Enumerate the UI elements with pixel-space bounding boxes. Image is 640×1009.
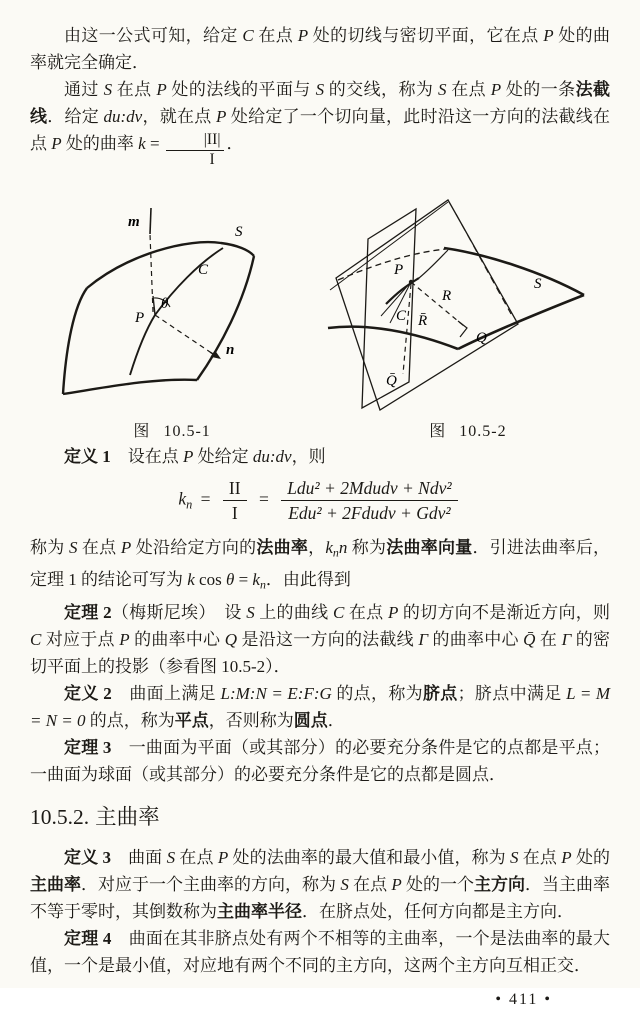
text-segment: P	[561, 847, 572, 867]
text-segment: ．由此得到	[265, 570, 351, 590]
figure1-caption-number: 10.5-1	[163, 423, 211, 441]
surface-back-edge-dashed	[338, 249, 446, 280]
text-segment: ．给定	[47, 107, 104, 126]
text-segment: P	[156, 80, 167, 99]
text-segment: 脐点	[422, 683, 458, 703]
text-segment: k	[325, 537, 333, 557]
text-segment: S	[340, 874, 349, 894]
surface-normal-diagram	[30, 192, 330, 414]
fig2-label-R: R	[441, 288, 451, 305]
text-segment: 在点	[175, 847, 218, 867]
text-segment: P	[387, 602, 399, 622]
fig1-label-n: n	[226, 342, 235, 359]
text-segment: Q	[224, 629, 238, 649]
text-segment: 处的切线与密切平面，它在点	[308, 26, 544, 45]
text-segment: du:dv	[252, 447, 292, 467]
text-segment: 设在点	[110, 447, 183, 467]
text-segment: ；脐点中满足	[457, 683, 567, 703]
text-segment: 处的曲率就完全确定．	[30, 26, 610, 72]
surface-top-bold-curve	[444, 248, 584, 295]
text-segment: S	[103, 80, 113, 99]
text-segment: P	[217, 847, 229, 867]
text-segment: 称为	[347, 537, 387, 557]
text-segment: 处的法曲率的最大值和最小值，称为	[228, 847, 510, 867]
fig2-label-P: P	[393, 262, 403, 279]
text-segment: 法截线	[30, 80, 611, 126]
theorem-4	[30, 925, 610, 979]
figure2-caption-prefix: 图	[429, 423, 446, 441]
figure2-caption	[326, 418, 610, 441]
text-segment: 定理 2	[64, 602, 112, 622]
text-segment: 在点	[112, 80, 157, 99]
fraction2-denominator: Edu² + 2Fdudv + Gdv²	[288, 503, 451, 524]
text-segment: ，就在点	[142, 107, 216, 126]
paragraph-intro	[30, 22, 610, 76]
figures-row	[30, 182, 610, 441]
text-segment: P	[183, 447, 194, 467]
text-segment: k	[252, 570, 260, 590]
page-number: • 411 •	[495, 990, 552, 1008]
text-segment: S	[315, 80, 325, 99]
paragraph-normal-curvature	[30, 534, 610, 599]
text-segment: 主方向	[474, 874, 526, 894]
figure1-caption	[30, 418, 314, 441]
text-segment: 法曲率向量	[386, 537, 473, 557]
text-segment: 处的一条	[501, 80, 576, 99]
text-segment: 在点	[348, 874, 392, 894]
text-segment: 是沿这一方向的法截线	[237, 629, 419, 649]
angle-arm	[153, 296, 155, 315]
text-segment: 曲面上满足	[111, 683, 221, 703]
fig1-label-m: m	[128, 214, 140, 231]
text-segment: ．当主曲率不等于零时，其倒数称为	[30, 874, 611, 921]
right-angle-mark	[458, 321, 467, 337]
text-segment: 在点	[344, 602, 388, 622]
formula-eq1: =	[200, 488, 211, 509]
text-segment: 一曲面为平面（或其部分）的必要充分条件是它的点都是平点；一曲面为球面（或其部分）的必要充分条件是它的点都是圆点．	[30, 737, 611, 784]
fraction1-denominator: I	[231, 503, 238, 524]
fig2-label-C: C	[395, 308, 406, 325]
text-segment: cos	[194, 570, 226, 590]
formula-kn: k	[178, 488, 187, 509]
text-segment: 处沿给定方向的	[131, 537, 257, 557]
fig2-label-Rbar: R̄	[417, 313, 427, 330]
definition-2	[30, 680, 610, 734]
figure1-caption-prefix: 图	[133, 423, 150, 441]
text-segment: S	[509, 847, 519, 867]
text-segment: du:dv	[103, 107, 143, 126]
text-segment: 在点	[77, 537, 121, 557]
text-segment: =	[234, 570, 253, 590]
text-segment: 的切方向不是渐近方向，则	[398, 602, 611, 622]
figure2-caption-number: 10.5-2	[459, 423, 507, 441]
text-segment: θ	[225, 570, 235, 590]
text-segment: ．引进法曲率后，定理 1 的结论可写为	[30, 537, 611, 590]
text-segment: P	[51, 134, 62, 153]
text-segment: 处的曲率	[61, 134, 139, 153]
text-segment: （梅斯尼埃） 设	[111, 602, 247, 622]
text-segment: =	[145, 134, 164, 153]
text-segment: Γ	[418, 629, 429, 649]
text-segment: 由这一公式可知，给定	[64, 26, 243, 45]
definition-1	[30, 443, 610, 470]
n-dashed-line	[155, 315, 210, 352]
text-segment: S	[438, 80, 447, 99]
fig2-label-Qbar: Q̄	[385, 373, 397, 390]
text-segment: S	[166, 847, 176, 867]
text-segment: P	[297, 26, 309, 45]
formula-fraction-1	[223, 478, 247, 523]
text-segment: L:M:N = E:F:G	[220, 683, 332, 703]
theorem-2-meusnier	[30, 599, 610, 680]
text-segment: 曲面	[110, 847, 167, 867]
text-segment: 定义 3	[64, 847, 111, 867]
meusnier-diagram	[326, 182, 626, 414]
inline-fraction: $\frac{|II|}{I}$	[164, 132, 227, 168]
text-segment: Q̄	[523, 629, 536, 649]
theorem-3	[30, 734, 610, 788]
text-segment: P	[120, 537, 132, 557]
surface-top-edge	[87, 242, 254, 288]
fig1-label-P: P	[135, 310, 145, 327]
text-segment: 在点	[253, 26, 298, 45]
normal-curvature-formula	[30, 478, 610, 523]
figure-10-5-1	[30, 192, 314, 441]
text-segment: n	[259, 577, 266, 592]
text-segment: ．	[327, 710, 345, 730]
text-segment: ，则	[291, 447, 326, 467]
paragraph-normal-section	[30, 76, 610, 168]
text-segment: 圆点	[293, 710, 328, 730]
text-segment: 处的	[571, 847, 611, 867]
surface-bottom-edge	[63, 380, 197, 394]
fig1-label-S: S	[235, 224, 243, 241]
text-segment: 的密切平面上的投影（参看图 10.5-2）．	[30, 629, 611, 676]
text-segment: 在	[535, 629, 562, 649]
text-segment: S	[246, 602, 255, 622]
text-segment: 在点	[446, 80, 491, 99]
text-segment: L = M = N = 0	[30, 683, 611, 730]
text-segment: C	[332, 602, 345, 622]
tangent-line	[330, 202, 448, 290]
text-segment: 的点，称为	[85, 710, 175, 730]
text-segment: 主曲率半径	[217, 901, 302, 921]
text-segment: 定理 4	[64, 928, 112, 948]
text-segment: 对应于点	[41, 629, 120, 649]
text-segment: ，	[308, 537, 326, 557]
text-segment: n	[338, 537, 348, 557]
text-segment: P	[543, 26, 554, 45]
text-segment: ．在脐点处，任何方向都是主方向．	[302, 901, 574, 921]
normal-solid-segment	[150, 208, 151, 234]
text-segment: 法曲率	[256, 537, 309, 557]
text-segment: 定义 1	[64, 447, 111, 467]
text-segment: ．	[226, 134, 244, 153]
text-segment: 处给定了一个切向量，此时沿这一方向的法截线在点	[30, 107, 611, 153]
text-segment: ．对应于一个主曲率的方向，称为	[81, 874, 341, 894]
fig1-label-C: C	[198, 262, 209, 279]
text-segment: 处给定	[193, 447, 253, 467]
text-segment: k	[187, 570, 195, 590]
text-segment: C	[30, 629, 42, 649]
figure-10-5-2	[326, 182, 610, 441]
fig2-label-S: S	[533, 276, 542, 293]
text-segment: 定义 2	[64, 683, 112, 703]
text-segment: P	[119, 629, 130, 649]
text-segment: 通过	[64, 80, 104, 99]
text-segment: 的曲率中心	[129, 629, 225, 649]
text-segment: 在点	[518, 847, 562, 867]
curve-C-upper-thin	[419, 250, 448, 278]
text-segment: 的曲率中心	[428, 629, 524, 649]
section-heading	[30, 804, 610, 832]
text-segment: k	[138, 134, 146, 153]
text-segment: 曲面在其非脐点处有两个不相等的主曲率，一个是法曲率的最大值，一个是最小值，对应地有两个不同的主方向，这两个主方向互相正交．	[30, 928, 611, 975]
normal-dashed-line	[150, 234, 153, 312]
text-segment: 的交线，称为	[324, 80, 439, 99]
text-segment: P	[391, 874, 402, 894]
section-number: 10.5.2.	[30, 804, 90, 829]
text-segment: S	[68, 537, 78, 557]
text-segment: n	[332, 545, 339, 560]
definition-3	[30, 844, 610, 925]
text-segment: 称为	[30, 537, 69, 557]
text-segment: ，否则称为	[208, 710, 294, 730]
fig1-label-theta: θ	[161, 296, 169, 313]
fraction2-numerator: Ldu² + 2Mdudv + Ndv²	[281, 478, 457, 501]
text-segment: 上的曲线	[254, 602, 333, 622]
text-segment: P	[490, 80, 502, 99]
formula-kn-sub: n	[186, 497, 193, 512]
text-segment: 平点	[174, 710, 209, 730]
text-segment: C	[242, 26, 254, 45]
fig2-label-Q: Q	[475, 330, 487, 347]
formula-fraction-2	[281, 478, 457, 523]
text-segment: Γ	[561, 629, 572, 649]
text-segment: 处的法线的平面与	[166, 80, 316, 99]
text-segment: P	[215, 107, 227, 126]
surface-bottom-bold-curve	[328, 327, 458, 349]
surface-left-edge	[63, 288, 87, 394]
section-title: 主曲率	[95, 804, 160, 829]
formula-eq2: =	[258, 488, 269, 509]
fraction1-numerator: II	[223, 478, 247, 501]
point-P	[409, 280, 413, 284]
text-segment: 处的一个	[401, 874, 474, 894]
text-segment: 定理 3	[64, 737, 112, 757]
text-segment: 的点，称为	[331, 683, 423, 703]
text-segment: 主曲率	[30, 874, 82, 894]
